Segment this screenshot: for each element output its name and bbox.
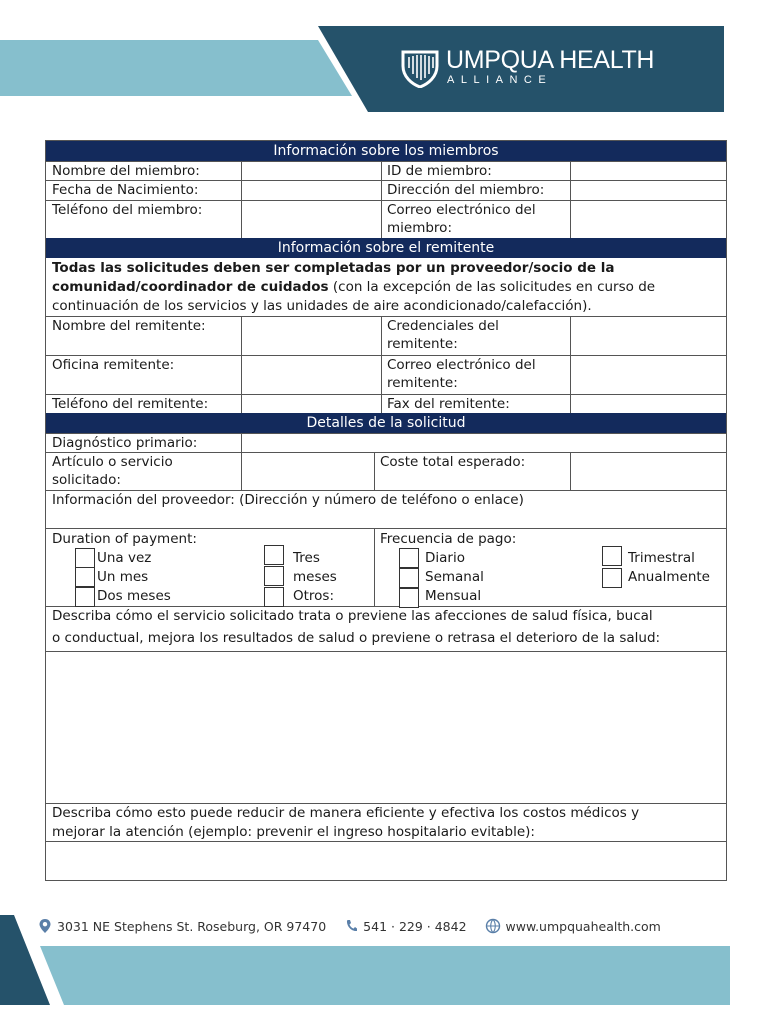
- phone-icon: [344, 918, 358, 934]
- frequency-anualmente-checkbox[interactable]: [602, 568, 622, 588]
- frequency-opt-2: Semanal: [425, 569, 484, 585]
- member-address-label: Dirección del miembro:: [387, 182, 545, 198]
- brand-subtitle: ALLIANCE: [447, 74, 553, 86]
- referrer-email-field[interactable]: [571, 356, 726, 394]
- diagnosis-field[interactable]: [242, 434, 726, 452]
- member-id-label: ID de miembro:: [387, 163, 492, 179]
- referrer-phone-field[interactable]: [242, 395, 381, 413]
- duration-tres-meses-checkbox[interactable]: [264, 545, 284, 565]
- header-teal-band: [0, 40, 352, 96]
- referral-form: [45, 140, 727, 881]
- diagnosis-label: Diagnóstico primario:: [52, 435, 198, 451]
- member-name-field[interactable]: [242, 162, 381, 180]
- referrer-fax-field[interactable]: [571, 395, 726, 413]
- referrer-name-label: Nombre del remitente:: [52, 318, 206, 334]
- footer-contact: [38, 918, 661, 934]
- duration-opt-5: meses: [293, 569, 337, 585]
- footer-address: 3031 NE Stephens St. Roseburg, OR 97470: [57, 918, 327, 934]
- member-name-label: Nombre del miembro:: [52, 163, 200, 179]
- member-section-title: Información sobre los miembros: [46, 141, 726, 161]
- provider-info-label: Información del proveedor: (Dirección y número de teléfono o enlace): [52, 492, 524, 508]
- request-section-title: Detalles de la solicitud: [46, 413, 726, 433]
- brand-logo: [400, 46, 654, 88]
- member-email-field[interactable]: [571, 201, 726, 238]
- duration-opt-2: Un mes: [97, 569, 149, 585]
- footer-teal-band: [40, 946, 730, 1005]
- duration-un-mes-checkbox[interactable]: [75, 567, 95, 587]
- frequency-label: Frecuencia de pago:: [380, 531, 517, 547]
- frequency-mensual-checkbox[interactable]: [399, 588, 419, 608]
- duration-opt-6: Otros:: [293, 588, 335, 604]
- frequency-diario-checkbox[interactable]: [399, 548, 419, 568]
- member-address-field[interactable]: [571, 181, 726, 200]
- item-field[interactable]: [242, 453, 374, 490]
- member-dob-field[interactable]: [242, 181, 381, 200]
- location-pin-icon: [38, 918, 52, 934]
- referrer-credentials-label-2: remitente:: [387, 336, 458, 352]
- member-dob-label: Fecha de Nacimiento:: [52, 182, 199, 198]
- referrer-fax-label: Fax del remitente:: [387, 396, 510, 412]
- member-id-field[interactable]: [571, 162, 726, 180]
- item-label-2: solicitado:: [52, 472, 121, 488]
- duration-tres-meses-checkbox-2[interactable]: [264, 566, 284, 586]
- question-1-answer-field[interactable]: [47, 652, 725, 803]
- referrer-credentials-field[interactable]: [571, 317, 726, 355]
- duration-opt-3: Dos meses: [97, 588, 171, 604]
- member-email-label-1: Correo electrónico del: [387, 202, 536, 218]
- cost-label: Coste total esperado:: [380, 454, 526, 470]
- duration-una-vez-checkbox[interactable]: [75, 548, 95, 568]
- brand-name: UMPQUA HEALTH: [446, 46, 655, 74]
- referrer-email-label-2: remitente:: [387, 375, 458, 391]
- referrer-email-label-1: Correo electrónico del: [387, 357, 536, 373]
- question-1-line-1: Describa cómo el servicio solicitado trata o previene las afecciones de salud física, bucal: [52, 608, 653, 624]
- referrer-credentials-label-1: Credenciales del: [387, 318, 499, 334]
- referrer-office-label: Oficina remitente:: [52, 357, 175, 373]
- referrer-section-title: Información sobre el remitente: [46, 238, 726, 258]
- duration-opt-4: Tres: [293, 550, 320, 566]
- frequency-trimestral-checkbox[interactable]: [602, 546, 622, 566]
- duration-dos-meses-checkbox[interactable]: [75, 587, 95, 607]
- footer-phone: 541 · 229 · 4842: [363, 918, 467, 934]
- referrer-office-field[interactable]: [242, 356, 381, 394]
- cost-field[interactable]: [571, 453, 726, 490]
- question-1-line-2: o conductual, mejora los resultados de salud o previene o retrasa el deterioro de la salud:: [52, 630, 661, 646]
- shield-logo-icon: [400, 46, 440, 88]
- question-2-line-1: Describa cómo esto puede reducir de manera eficiente y efectiva los costos médicos y: [52, 805, 640, 821]
- frequency-opt-1: Diario: [425, 550, 465, 566]
- question-2-line-2: mejorar la atención (ejemplo: prevenir el ingreso hospitalario evitable):: [52, 824, 535, 840]
- member-phone-field[interactable]: [242, 201, 381, 238]
- frequency-semanal-checkbox[interactable]: [399, 568, 419, 588]
- referrer-phone-label: Teléfono del remitente:: [52, 396, 209, 412]
- member-email-label-2: miembro:: [387, 220, 452, 236]
- frequency-opt-3: Mensual: [425, 588, 482, 604]
- duration-opt-1: Una vez: [97, 550, 152, 566]
- footer-website[interactable]: www.umpquahealth.com: [505, 918, 661, 934]
- globe-icon: [485, 918, 501, 934]
- member-phone-label: Teléfono del miembro:: [52, 202, 203, 218]
- provider-info-field[interactable]: [52, 510, 722, 527]
- duration-otros-checkbox[interactable]: [264, 587, 284, 607]
- item-label-1: Artículo o servicio: [52, 454, 173, 470]
- duration-label: Duration of payment:: [52, 531, 197, 547]
- question-2-answer-field[interactable]: [47, 842, 725, 880]
- frequency-opt-5: Anualmente: [628, 569, 710, 585]
- referrer-instructions: Todas las solicitudes deben ser completadas por un proveedor/socio de la comunidad/coordinador de cuidados (con la excepción de las solicitudes en curso de continuación de los servicios y las unidades de aire acondicionado/calefacción).: [52, 260, 656, 314]
- referrer-name-field[interactable]: [242, 317, 381, 355]
- frequency-opt-4: Trimestral: [628, 550, 695, 566]
